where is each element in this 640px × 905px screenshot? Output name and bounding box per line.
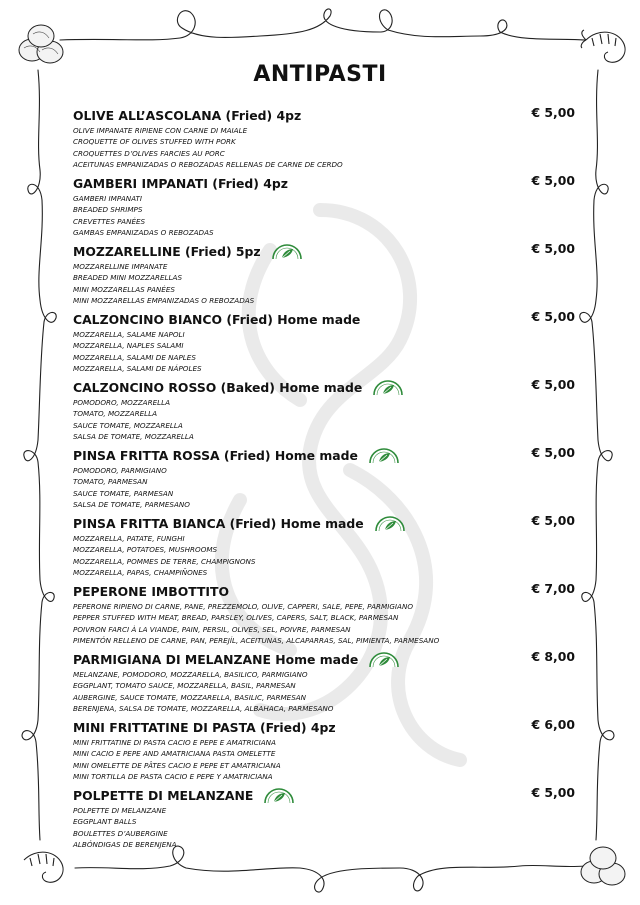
menu-item-description-line: MINI CACIO E PEPE AND AMATRICIANA PASTA OMELETTE xyxy=(73,749,276,759)
menu-item-description-line: MOZZARELLA, NAPLES SALAMI xyxy=(73,341,184,351)
menu-item-description-line: EGGPLANT, TOMATO SAUCE, MOZZARELLA, BASIL, PARMESAN xyxy=(73,681,296,691)
menu-item-description-line: GAMBERI IMPANATI xyxy=(73,194,143,203)
menu-item-name: OLIVE ALL’ASCOLANA (Fried) 4pz xyxy=(73,107,302,123)
menu-item xyxy=(73,105,575,171)
menu-item-header xyxy=(73,717,575,737)
menu-item-header xyxy=(73,445,575,465)
menu-item-price: € 5,00 xyxy=(531,377,575,392)
menu-item-price: € 5,00 xyxy=(531,173,575,188)
menu-item-name: PARMIGIANA DI MELANZANE Home made xyxy=(73,651,359,667)
menu-item-description-line: TOMATO, PARMESAN xyxy=(73,477,148,487)
menu-item-description-line: PIMENTÓN RELLENO DE CARNE, PAN, PEREJÍL, ACEITUNAS, ALCAPARRAS, SAL, PIMIENTA, PARMESANO xyxy=(73,636,440,646)
menu-item-description-line: MOZZARELLA, SALAMI DE NÁPOLES xyxy=(73,364,202,374)
menu-item-description-line: MELANZANE, POMODORO, MOZZARELLA, BASILICO, PARMIGIANO xyxy=(73,670,308,679)
mozzarella-balls-icon xyxy=(576,838,632,894)
menu-item-price: € 6,00 xyxy=(531,717,575,732)
menu-item-header xyxy=(73,309,575,329)
menu-item-name: PINSA FRITTA ROSSA (Fried) Home made xyxy=(73,447,358,463)
menu-item-description-line: MOZZARELLA, PATATE, FUNGHI xyxy=(73,534,185,543)
menu-item-header xyxy=(73,649,575,669)
menu-item xyxy=(73,173,575,239)
vegetarian-leaf-icon xyxy=(271,242,303,260)
menu-item-name: PEPERONE IMBOTTITO xyxy=(73,583,230,599)
menu-item-header xyxy=(73,105,575,125)
menu-item-description-line: PEPPER STUFFED WITH MEAT, BREAD, PARSLEY, OLIVES, CAPERS, SALT, BLACK, PARMESAN xyxy=(73,613,399,623)
menu-item-description-line: MINI TORTILLA DE PASTA CACIO E PEPE Y AMATRICIANA xyxy=(73,772,273,782)
menu-item-description-line: MOZZARELLA, SALAMI DE NAPLES xyxy=(73,352,196,362)
menu-item-description-line: MINI OMELETTE DE PÂTES CACIO E PEPE ET AMATRICIANA xyxy=(73,760,281,770)
menu-item-description-line: SALSA DE TOMATE, PARMESANO xyxy=(73,500,190,510)
menu-item xyxy=(73,445,575,511)
menu-item xyxy=(73,785,575,851)
menu-item-description-line: BOULETTES D’AUBERGINE xyxy=(73,828,168,838)
menu-item-header xyxy=(73,785,575,805)
menu-item-description-line: MINI FRITTATINE DI PASTA CACIO E PEPE E AMATRICIANA xyxy=(73,738,276,747)
menu-item xyxy=(73,513,575,579)
menu-item xyxy=(73,309,575,375)
menu-item-description-line: MINI MOZZARELLAS EMPANIZADAS O REBOZADAS xyxy=(73,296,255,306)
menu-item-description-line: POLPETTE DI MELANZANE xyxy=(73,806,167,815)
menu-item-description-line: GAMBAS EMPANIZADAS O REBOZADAS xyxy=(73,228,214,238)
menu-item-description-line: POMODORO, MOZZARELLA xyxy=(73,398,171,407)
menu-item-description-line: CROQUETTE OF OLIVES STUFFED WITH PORK xyxy=(73,137,236,147)
menu-item-description-line: PEPERONE RIPIENO DI CARNE, PANE, PREZZEMOLO, OLIVE, CAPPERI, SALE, PEPE, PARMIGIANO xyxy=(73,602,414,611)
menu-item-description-line: SALSA DE TOMATE, MOZZARELLA xyxy=(73,432,194,442)
menu-item-name: CALZONCINO BIANCO (Fried) Home made xyxy=(73,311,361,327)
menu-item-price: € 5,00 xyxy=(531,309,575,324)
vegetarian-leaf-icon xyxy=(368,446,400,464)
vegetarian-leaf-icon xyxy=(368,650,400,668)
page-title: ANTIPASTI xyxy=(253,62,387,87)
menu-item-price: € 5,00 xyxy=(531,445,575,460)
vegetarian-leaf-icon xyxy=(374,514,406,532)
menu-item-description-line: POIVRON FARCI À LA VIANDE, PAIN, PERSIL, OLIVES, SEL, POIVRE, PARMESAN xyxy=(73,624,351,634)
menu-item xyxy=(73,377,575,443)
menu-item-price: € 5,00 xyxy=(531,785,575,800)
menu-item-description-line: AUBERGINE, SAUCE TOMATE, MOZZARELLA, BASILIC, PARMESAN xyxy=(73,692,307,702)
menu-item-header xyxy=(73,377,575,397)
menu-item-name: GAMBERI IMPANATI (Fried) 4pz xyxy=(73,175,288,191)
menu-item-name: MOZZARELLINE (Fried) 5pz xyxy=(73,243,261,259)
vegetarian-leaf-icon xyxy=(372,378,404,396)
menu-item xyxy=(73,241,575,307)
menu-item-description-line: MOZZARELLINE IMPANATE xyxy=(73,262,168,271)
menu-item-description-line: MOZZARELLA, POMMES DE TERRE, CHAMPIGNONS xyxy=(73,556,256,566)
menu-item-header xyxy=(73,241,575,261)
menu-item-header xyxy=(73,173,575,193)
menu-item-header xyxy=(73,513,575,533)
menu-item-description-line: MOZZARELLA, PAPAS, CHAMPIÑONES xyxy=(73,568,208,578)
menu-item-price: € 8,00 xyxy=(531,649,575,664)
menu-item xyxy=(73,581,575,647)
menu-item-price: € 5,00 xyxy=(531,513,575,528)
menu-item-description-line: ALBÓNDIGAS DE BERENJENA xyxy=(73,840,177,850)
menu-item-description-line: EGGPLANT BALLS xyxy=(73,817,137,827)
menu-item-description-line: CREVETTES PANÉES xyxy=(73,216,146,226)
menu-item-description-line: BREADED MINI MOZZARELLAS xyxy=(73,273,183,283)
menu-item-description-line: MINI MOZZARELLAS PANÉES xyxy=(73,284,175,294)
menu-item-description-line: BERENJENA, SALSA DE TOMATE, MOZZARELLA, ALBAHACA, PARMESANO xyxy=(73,704,334,714)
menu-item-name: CALZONCINO ROSSO (Baked) Home made xyxy=(73,379,363,395)
menu-item-description-line: POMODORO, PARMIGIANO xyxy=(73,466,167,475)
menu-item-price: € 7,00 xyxy=(531,581,575,596)
menu-item-price: € 5,00 xyxy=(531,241,575,256)
menu-item-description-line: CROQUETTES D’OLIVES FARCIES AU PORC xyxy=(73,148,225,158)
menu-item-name: PINSA FRITTA BIANCA (Fried) Home made xyxy=(73,515,364,531)
menu-item-description-line: OLIVE IMPANATE RIPIENE CON CARNE DI MAIALE xyxy=(73,126,248,135)
shrimp-icon xyxy=(16,838,72,894)
menu-item-description-line: MOZZARELLA, SALAME NAPOLI xyxy=(73,330,185,339)
menu-item-header xyxy=(73,581,575,601)
menu-item-description-line: ACEITUNAS EMPANIZADAS O REBOZADAS RELLENAS DE CARNE DE CERDO xyxy=(73,160,343,170)
menu-item-name: POLPETTE DI MELANZANE xyxy=(73,787,254,803)
menu-item-description-line: TOMATO, MOZZARELLA xyxy=(73,409,158,419)
menu-item xyxy=(73,649,575,715)
menu-item xyxy=(73,717,575,783)
menu-item-description-line: MOZZARELLA, POTATOES, MUSHROOMS xyxy=(73,545,218,555)
menu-item-description-line: BREADED SHRIMPS xyxy=(73,205,143,215)
menu-item-name: MINI FRITTATINE DI PASTA (Fried) 4pz xyxy=(73,719,336,735)
vegetarian-leaf-icon xyxy=(263,786,295,804)
menu-item-description-line: SAUCE TOMATE, PARMESAN xyxy=(73,488,174,498)
menu-item-description-line: SAUCE TOMATE, MOZZARELLA xyxy=(73,420,183,430)
menu-item-price: € 5,00 xyxy=(531,105,575,120)
